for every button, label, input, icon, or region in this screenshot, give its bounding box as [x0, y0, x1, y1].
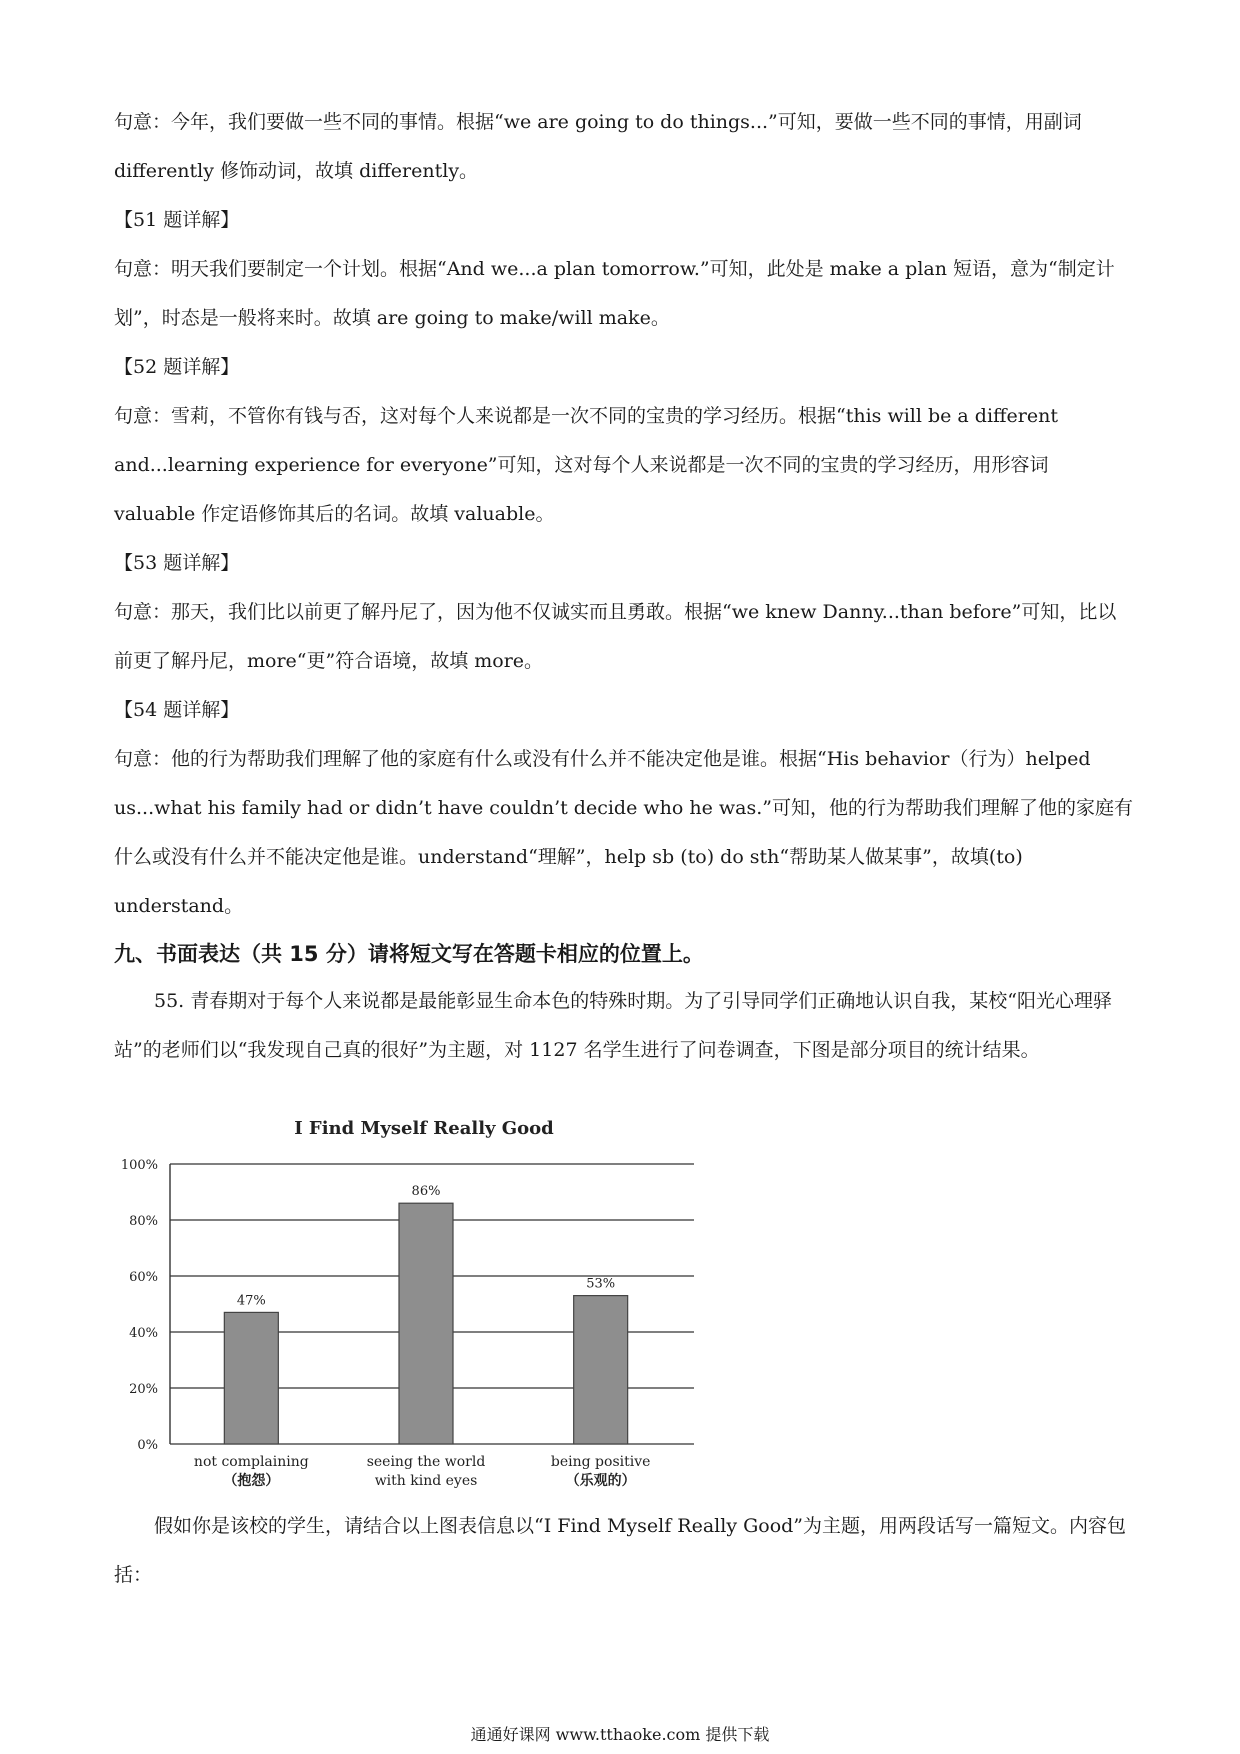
writing-task-text: 假如你是该校的学生，请结合以上图表信息以“I Find Myself Really Good”为主题，用两段话写一篇短文。内容包括：	[114, 1515, 1127, 1586]
explanation-51-heading: 【51 题详解】	[114, 209, 240, 231]
section-title: 九、书面表达（共 15 分）请将短文写在答题卡相应的位置上。	[114, 942, 704, 966]
bar-chart-svg	[114, 1112, 714, 1507]
task-block	[114, 1502, 1134, 1600]
bar-chart	[114, 1112, 714, 1507]
page-footer: 通通好课网 www.tthaoke.com 提供下载	[470, 1725, 770, 1744]
explanation-52-heading: 【52 题详解】	[114, 356, 240, 378]
x-category-label: with kind eyes	[374, 1473, 478, 1489]
x-category-label: not complaining	[193, 1454, 309, 1470]
explanation-53-text: 句意：那天，我们比以前更了解丹尼了，因为他不仅诚实而且勇敢。根据“we knew Danny...than before”可知，比以前更了解丹尼，more“更”符合语境，故填 more。	[114, 601, 1117, 672]
x-category-label: （乐观的）	[565, 1473, 636, 1489]
bar	[399, 1203, 453, 1444]
y-tick-label: 40%	[129, 1326, 158, 1341]
chart-title: I Find Myself Really Good	[294, 1118, 554, 1139]
bar-value-label: 86%	[411, 1184, 441, 1200]
explanation-51-text: 句意：明天我们要制定一个计划。根据“And we...a plan tomorrow.”可知，此处是 make a plan 短语，意为“制定计划”，时态是一般将来时。故填 are going to make/will make。	[114, 258, 1115, 329]
x-category-label: seeing the world	[366, 1454, 486, 1470]
bar-value-label: 47%	[236, 1293, 266, 1309]
y-tick-label: 100%	[120, 1158, 158, 1173]
explanation-54-text: 句意：他的行为帮助我们理解了他的家庭有什么或没有什么并不能决定他是谁。根据“His behavior（行为）helped us...what his family had or didn’t have couldn’t decide who he was.”可知，他的行为帮助我们理解了他的家庭有什么或没有什么并不能决定他是谁。understand“理解”，help sb (to) do sth“帮助某人做某事”，故填(to) understand。	[114, 748, 1133, 917]
bar-value-label: 53%	[586, 1276, 616, 1292]
explanation-50-text: 句意：今年，我们要做一些不同的事情。根据“we are going to do things...”可知，要做一些不同的事情，用副词 differently 修饰动词，故填 differently。	[114, 111, 1082, 182]
y-tick-label: 60%	[129, 1270, 158, 1285]
y-tick-label: 0%	[137, 1438, 158, 1453]
bar	[224, 1312, 278, 1444]
explanations-block	[114, 98, 1134, 1075]
explanation-53-heading: 【53 题详解】	[114, 552, 240, 574]
x-category-label: being positive	[550, 1454, 651, 1470]
question-55-intro: 55. 青春期对于每个人来说都是最能彰显生命本色的特殊时期。为了引导同学们正确地认识自我，某校“阳光心理驿站”的老师们以“我发现自己真的很好”为主题，对 1127 名学生进行了问卷调查，下图是部分项目的统计结果。	[114, 990, 1112, 1061]
explanation-52-text: 句意：雪莉，不管你有钱与否，这对每个人来说都是一次不同的宝贵的学习经历。根据“this will be a different and...learning experience for everyone”可知，这对每个人来说都是一次不同的宝贵的学习经历，用形容词 valuable 作定语修饰其后的名词。故填 valuable。	[114, 405, 1058, 525]
y-tick-label: 80%	[129, 1214, 158, 1229]
x-category-label: （抱怨）	[223, 1473, 280, 1489]
explanation-54-heading: 【54 题详解】	[114, 699, 240, 721]
y-tick-label: 20%	[129, 1382, 158, 1397]
bar	[574, 1296, 628, 1444]
